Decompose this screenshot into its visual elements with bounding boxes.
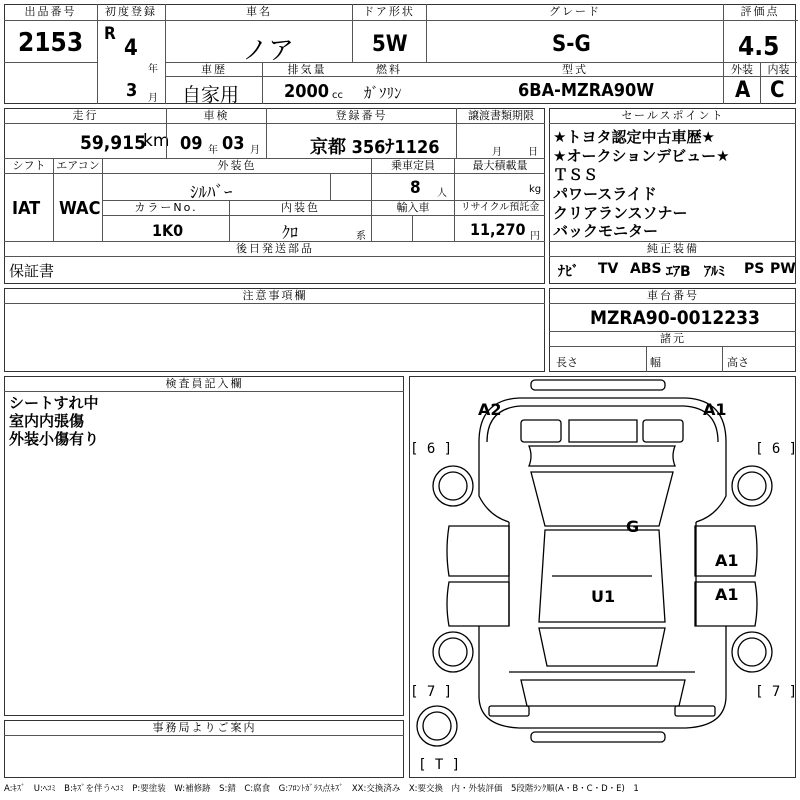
history: 自家用: [182, 84, 240, 106]
inspection-year-unit: 年: [208, 145, 218, 156]
ac-header: エアコン: [56, 159, 100, 172]
fuel-header: 燃料: [376, 63, 402, 76]
car-diagram: [409, 376, 796, 778]
lot-no-header: 出品番号: [24, 5, 77, 18]
chassis-header: 車台番号: [647, 289, 699, 302]
equipment-item: PS: [744, 261, 765, 277]
equipment-item: ABS: [630, 261, 662, 277]
capacity-unit: 人: [437, 188, 447, 199]
tire-label-spare: [ T ]: [418, 757, 461, 773]
car-name-header: 車名: [246, 5, 272, 18]
displacement: 2000: [284, 81, 330, 102]
sales-point-1: ★トヨタ認定中古車歴★: [553, 128, 715, 146]
mileage-header: 走行: [72, 109, 99, 122]
equipment-item: ｱﾙﾐ: [704, 264, 725, 280]
reg-year: 4: [124, 36, 138, 61]
first-reg-header: 初度登録: [105, 5, 157, 18]
inspection-month-unit: 月: [250, 145, 260, 156]
tire-label-rear-left: [ 7 ]: [410, 684, 453, 700]
equipment-header: 純正装備: [647, 242, 699, 255]
month-unit: 月: [148, 93, 158, 104]
door-type: 5W: [372, 32, 408, 57]
interior-header: 内装: [767, 63, 790, 76]
reg-month: 3: [126, 80, 138, 101]
inspector-note-1: シートすれ中: [9, 394, 99, 412]
notes-header: 注意事項欄: [242, 289, 308, 302]
office-header: 事務局よりご案内: [152, 721, 257, 734]
equipment-item: ﾅﾋﾞ: [558, 264, 579, 280]
length-label: 長さ: [556, 356, 578, 369]
tire-label-front-right: [ 6 ]: [755, 441, 798, 457]
damage-label-roof: U1: [591, 587, 616, 606]
door-header: ドア形状: [363, 5, 415, 18]
exterior-header: 外装: [731, 63, 753, 76]
registration-header: 登録番号: [335, 109, 388, 122]
transfer-month-unit: 月: [492, 147, 502, 158]
shift-header: シフト: [12, 159, 46, 172]
fuel: ｶﾞｿﾘﾝ: [364, 84, 402, 102]
exterior-grade: A: [735, 78, 751, 103]
specs-header: 諸元: [660, 332, 686, 345]
history-header: 車歴: [201, 63, 227, 76]
score-header: 評価点: [740, 5, 780, 18]
transfer-day-unit: 日: [528, 147, 538, 158]
mileage-unit: km: [143, 131, 170, 151]
interior-color-unit: 系: [356, 231, 366, 242]
tire-label-front-left: [ 6 ]: [410, 441, 453, 457]
shift: IAT: [12, 198, 41, 219]
sales-point-5: クリアランスソナー: [553, 204, 688, 222]
recycle: 11,270: [470, 220, 526, 239]
model-header: 型式: [562, 63, 588, 76]
tire-label-rear-right: [ 7 ]: [755, 684, 798, 700]
inspector-header: 検査員記入欄: [165, 377, 244, 390]
damage-label-right-front-door: A1: [715, 551, 739, 570]
sales-point-6: バックモニター: [553, 222, 659, 240]
inspection-year: 09: [180, 133, 203, 154]
color-no: 1K0: [152, 221, 184, 240]
chassis-number: MZRA90-0012233: [590, 307, 760, 329]
capacity: 8: [410, 178, 421, 198]
later-parts-header: 後日発送部品: [236, 242, 314, 255]
color-header: 外装色: [217, 159, 257, 172]
registration: 京都 356ﾅ1126: [310, 137, 440, 158]
inspection-month: 03: [222, 133, 245, 154]
equipment-item: TV: [598, 261, 619, 277]
sales-points-header: セールスポイント: [621, 109, 725, 122]
inspection-header: 車検: [203, 109, 230, 122]
sales-point-3: ＴＳＳ: [553, 166, 599, 184]
model: 6BA-MZRA90W: [518, 80, 655, 101]
color: ｼﾙﾊﾞｰ: [190, 183, 233, 203]
inspector-note-2: 室内内張傷: [9, 412, 85, 430]
ac: WAC: [59, 198, 101, 219]
interior-grade: C: [770, 78, 785, 103]
displacement-header: 排気量: [287, 63, 327, 76]
year-unit: 年: [148, 64, 158, 75]
sales-point-2: ★オークションデビュー★: [553, 147, 730, 165]
damage-label-right-rear-door: A1: [715, 585, 739, 604]
recycle-unit: 円: [530, 231, 540, 242]
height-label: 高さ: [727, 356, 749, 369]
damage-label-front-left: A2: [478, 400, 502, 419]
sales-point-4: パワースライド: [553, 185, 657, 203]
grade-header: グレード: [549, 5, 601, 18]
transfer-header: 譲渡書類期限: [468, 109, 534, 122]
inspector-note-3: 外装小傷有り: [9, 430, 100, 448]
color-no-header: カラーNo.: [134, 201, 198, 214]
recycle-header: リサイクル預託金: [460, 202, 540, 213]
grade: S-G: [552, 32, 591, 57]
width-label: 幅: [650, 356, 661, 369]
max-load-unit: kg: [529, 184, 542, 195]
era: R: [104, 24, 116, 44]
capacity-header: 乗車定員: [391, 159, 435, 172]
equipment-item: ｴｱB: [666, 264, 691, 280]
legend: A:ｷｽﾞ U:ﾍｺﾐ B:ｷｽﾞを伴うﾍｺﾐ P:要塗装 W:補修跡 S:錆 C:腐食 G:ﾌﾛﾝﾄｶﾞﾗｽ点ｷｽﾞ XX:交換済み X:要交換 内・外装評価 5段階ﾗﾝｸ順(A・B・C・D・E) 1: [4, 784, 639, 794]
mileage: 59,915: [80, 132, 146, 154]
lot-number: 2153: [18, 28, 84, 58]
max-load-header: 最大積載量: [472, 159, 528, 172]
score: 4.5: [738, 32, 780, 62]
import-header: 輸入車: [396, 201, 430, 214]
damage-label-windshield: G: [626, 517, 640, 536]
later-parts: 保証書: [9, 262, 55, 280]
interior-color-header: 内装色: [281, 201, 320, 214]
interior-color: ｸﾛ: [282, 223, 299, 242]
car-name: ノア: [242, 36, 295, 66]
damage-label-front-right: A1: [703, 400, 727, 419]
equipment-item: PW: [770, 261, 796, 277]
displacement-unit: cc: [332, 90, 343, 101]
